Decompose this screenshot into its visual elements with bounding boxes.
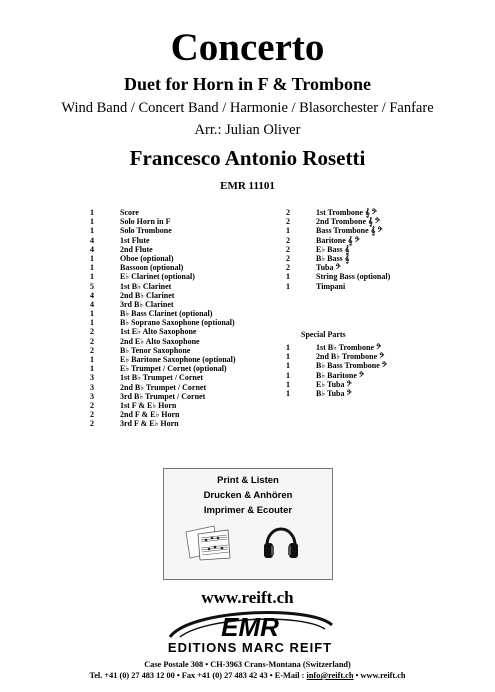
- part-row: [90, 346, 236, 355]
- part-name: 1st B♭ Trumpet / Cornet: [120, 373, 204, 383]
- part-row: [90, 355, 236, 364]
- part-name: 2nd Flute: [120, 244, 153, 254]
- part-row: [286, 389, 387, 398]
- part-name: 2nd Trombone 𝄞 𝄢: [316, 217, 380, 227]
- part-name: Tuba 𝄢: [316, 263, 341, 273]
- part-name: B♭ Baritone 𝄢: [316, 370, 365, 380]
- parts-list-left: [90, 208, 236, 429]
- part-row: [90, 282, 236, 291]
- part-name: B♭ Tenor Saxophone: [120, 345, 191, 355]
- part-row: [286, 361, 387, 370]
- part-name: 2nd B♭ Trombone 𝄢: [316, 352, 385, 362]
- part-name: Bassoon (optional): [120, 263, 184, 273]
- part-name: 3rd B♭ Clarinet: [120, 299, 174, 309]
- part-row: [286, 263, 390, 272]
- website-url[interactable]: www.reift.ch: [201, 588, 294, 607]
- part-row: [286, 217, 390, 226]
- part-quantity: 4: [90, 299, 94, 309]
- part-quantity: 1: [90, 364, 94, 374]
- catalog-number: EMR 11101: [220, 180, 275, 192]
- part-name: B♭ Bass 𝄞: [316, 253, 350, 263]
- part-row: [90, 236, 236, 245]
- parts-list-right: [286, 208, 390, 291]
- part-name: B♭ Soprano Saxophone (optional): [120, 318, 235, 328]
- part-row: [90, 300, 236, 309]
- part-name: B♭ Bass Clarinet (optional): [120, 309, 213, 319]
- part-row: [90, 383, 236, 392]
- part-row: [286, 282, 390, 291]
- part-quantity: 2: [286, 208, 290, 217]
- arranger: Arr.: Julian Oliver: [194, 122, 301, 138]
- part-name: Bass Trombone 𝄞 𝄢: [316, 226, 383, 236]
- part-name: 1st Flute: [120, 235, 150, 245]
- part-row: [90, 254, 236, 263]
- part-name: E♭ Tuba 𝄢: [316, 379, 352, 389]
- part-row: [90, 419, 236, 428]
- subtitle: Duet for Horn in F & Trombone: [124, 74, 371, 94]
- logo-emr-text: EMR: [221, 612, 279, 642]
- part-quantity: 2: [90, 336, 94, 346]
- part-row: [286, 371, 387, 380]
- part-quantity: 1: [286, 272, 290, 282]
- part-name: 3rd B♭ Trumpet / Cornet: [120, 391, 206, 401]
- part-quantity: 1: [286, 281, 290, 291]
- title: Concerto: [170, 26, 325, 69]
- promo-line-3: Imprimer & Ecouter: [203, 505, 293, 516]
- part-row: [286, 352, 387, 361]
- part-row: [286, 245, 390, 254]
- part-row: [90, 373, 236, 382]
- part-row: [90, 392, 236, 401]
- part-row: [286, 380, 387, 389]
- part-quantity: 3: [90, 382, 94, 392]
- publisher-logo: [150, 607, 350, 657]
- part-quantity: 1: [286, 361, 290, 371]
- part-row: [90, 309, 236, 318]
- part-name: 1st E♭ Alto Saxophone: [120, 327, 197, 337]
- contact-line: [0, 671, 495, 681]
- address: Case Postale 308 • CH-3963 Crans-Montana (Switzerland): [144, 660, 351, 669]
- part-quantity: 2: [90, 410, 94, 420]
- part-quantity: 3: [90, 391, 94, 401]
- composer: Francesco Antonio Rosetti: [129, 146, 366, 170]
- part-name: Solo Horn in F: [120, 217, 171, 227]
- part-name: 1st Trombone 𝄞 𝄢: [316, 208, 377, 217]
- part-quantity: 4: [90, 235, 94, 245]
- sheet-music-icon: [184, 524, 234, 562]
- special-parts-heading: Special Parts: [301, 330, 346, 339]
- promo-line-1: Print & Listen: [217, 475, 279, 486]
- part-quantity: 1: [90, 226, 94, 236]
- part-row: [286, 226, 390, 235]
- part-quantity: 4: [90, 290, 94, 300]
- part-quantity: 2: [286, 253, 290, 263]
- part-quantity: 5: [90, 281, 94, 291]
- part-name: Solo Trombone: [120, 226, 172, 236]
- part-quantity: 1: [90, 263, 94, 273]
- part-quantity: 2: [90, 327, 94, 337]
- part-row: [286, 208, 390, 217]
- part-quantity: 2: [286, 217, 290, 227]
- part-quantity: 1: [90, 208, 94, 217]
- part-quantity: 2: [286, 244, 290, 254]
- part-row: [90, 272, 236, 281]
- part-quantity: 2: [90, 345, 94, 355]
- part-name: Baritone 𝄞 𝄢: [316, 235, 360, 245]
- part-quantity: 1: [90, 309, 94, 319]
- part-name: 2nd B♭ Clarinet: [120, 290, 175, 300]
- part-name: E♭ Baritone Saxophone (optional): [120, 355, 236, 364]
- contact-website: • www.reift.ch: [353, 671, 406, 680]
- part-quantity: 1: [90, 318, 94, 328]
- part-name: Timpani: [316, 281, 346, 291]
- part-row: [90, 263, 236, 272]
- part-name: Oboe (optional): [120, 253, 174, 263]
- part-row: [90, 217, 236, 226]
- parts-list-special: [286, 343, 387, 398]
- part-quantity: 1: [90, 253, 94, 263]
- part-name: String Bass (optional): [316, 272, 391, 282]
- part-name: 1st B♭ Clarinet: [120, 281, 172, 291]
- part-row: [90, 327, 236, 336]
- part-quantity: 1: [286, 379, 290, 389]
- part-row: [90, 291, 236, 300]
- part-quantity: 1: [286, 370, 290, 380]
- part-name: B♭ Tuba 𝄢: [316, 388, 352, 398]
- headphones-icon: [261, 521, 301, 561]
- part-name: B♭ Bass Trombone 𝄢: [316, 361, 387, 371]
- part-quantity: 2: [286, 263, 290, 273]
- part-name: E♭ Trumpet / Cornet (optional): [120, 364, 227, 374]
- part-name: 3rd F & E♭ Horn: [120, 419, 179, 429]
- part-name: E♭ Bass 𝄞: [316, 244, 350, 254]
- part-name: 2nd E♭ Alto Saxophone: [120, 336, 200, 346]
- part-row: [90, 245, 236, 254]
- part-row: [90, 318, 236, 327]
- publisher-name: EDITIONS MARC REIFT: [167, 640, 333, 655]
- part-quantity: 1: [90, 355, 94, 364]
- part-quantity: 2: [90, 419, 94, 429]
- part-name: Score: [120, 208, 139, 217]
- part-quantity: 2: [286, 235, 290, 245]
- part-name: 2nd F & E♭ Horn: [120, 410, 180, 420]
- part-quantity: 1: [286, 226, 290, 236]
- part-row: [90, 226, 236, 235]
- part-name: 1st B♭ Trombone 𝄢: [316, 343, 382, 352]
- contact-phone-fax: Tel. +41 (0) 27 483 12 00 • Fax +41 (0) 27 483 42 43 • E-Mail :: [89, 671, 307, 680]
- part-quantity: 1: [286, 352, 290, 362]
- part-name: 2nd B♭ Trumpet / Cornet: [120, 382, 207, 392]
- part-row: [90, 208, 236, 217]
- part-row: [286, 254, 390, 263]
- part-row: [286, 236, 390, 245]
- part-row: [286, 272, 390, 281]
- part-row: [90, 410, 236, 419]
- part-quantity: 1: [90, 217, 94, 227]
- part-quantity: 1: [286, 388, 290, 398]
- part-quantity: 1: [90, 272, 94, 282]
- part-quantity: 1: [286, 343, 290, 352]
- part-name: 1st F & E♭ Horn: [120, 400, 177, 410]
- part-quantity: 4: [90, 244, 94, 254]
- part-quantity: 3: [90, 373, 94, 383]
- part-row: [90, 401, 236, 410]
- print-listen-box[interactable]: [163, 468, 333, 580]
- part-quantity: 2: [90, 400, 94, 410]
- part-row: [90, 364, 236, 373]
- promo-line-2: Drucken & Anhören: [203, 490, 293, 501]
- email-link[interactable]: info@reift.ch: [306, 671, 354, 680]
- part-row: [286, 343, 387, 352]
- part-row: [90, 337, 236, 346]
- band-types: Wind Band / Concert Band / Harmonie / Blasorchester / Fanfare: [61, 100, 434, 116]
- part-name: E♭ Clarinet (optional): [120, 272, 195, 282]
